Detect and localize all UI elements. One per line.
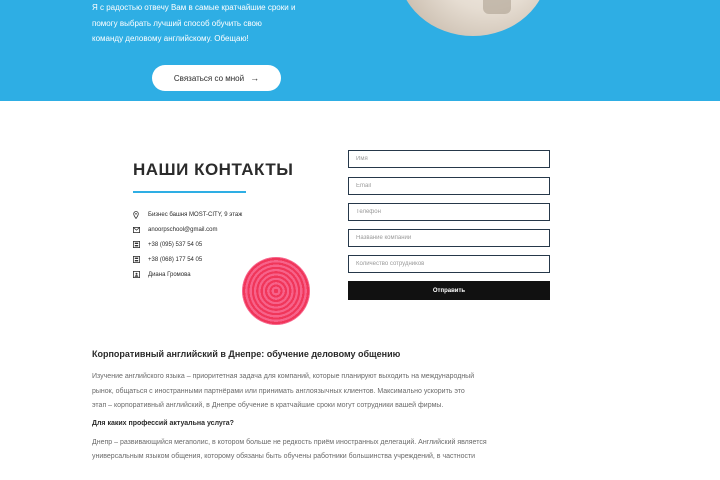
contact-phone[interactable] [133, 237, 242, 252]
contact-text: +38 (095) 537 54 05 [148, 241, 203, 248]
article-section [92, 349, 612, 465]
company-input[interactable] [348, 229, 550, 247]
contact-email[interactable] [133, 222, 242, 237]
hero-text-line: Я с радостью отвечу Вам в самые кратчайшие сроки и [92, 3, 296, 12]
contact-text: anoorpschool@gmail.com [148, 226, 218, 233]
contact-list [133, 207, 242, 282]
envelope-icon [133, 227, 148, 233]
hero-photo [398, 0, 548, 36]
arrow-right-icon: → [250, 73, 260, 83]
hero-section [0, 0, 720, 101]
contact-text: +38 (068) 177 54 05 [148, 256, 203, 263]
contacts-title: НАШИ КОНТАКТЫ [133, 160, 294, 179]
user-icon [133, 271, 148, 278]
article-paragraph [92, 436, 612, 465]
employees-input[interactable] [348, 255, 550, 273]
article-paragraph [92, 370, 612, 414]
paragraph-line: Изучение английского языка – приоритетная задача для компаний, которые планируют выходить на международный [92, 373, 475, 380]
paragraph-line: универсальным языком общения, которому обязаны быть обучены работники большинства учреждений, в частности [92, 453, 476, 460]
paragraph-line: рынок, общаться с иностранными партнёрами или принимать англоязычных клиентов. Максимально ускорить это [92, 387, 465, 395]
hero-text-line: помогу выбрать лучший способ обучить свою [92, 18, 262, 28]
name-input[interactable] [348, 150, 550, 168]
phone-icon [133, 256, 148, 263]
title-underline [133, 191, 246, 193]
email-input[interactable] [348, 177, 550, 195]
hero-text-line: команду деловому английскому. Обещаю! [92, 34, 249, 43]
contact-text: Диана Громова [148, 271, 191, 278]
phone-icon [133, 241, 148, 248]
decorative-circle [242, 257, 310, 325]
hero-text [92, 0, 352, 47]
paragraph-line: этап – корпоративный английский, в Днепре обучение в кратчайшие сроки могут сотрудники вашей фирмы. [92, 402, 444, 409]
contact-text: Бизнес башня MOST-CITY, 9 этаж [148, 211, 243, 218]
location-pin-icon [133, 211, 148, 219]
contact-me-label: Связаться со мной [173, 73, 245, 83]
contact-me-button[interactable] [152, 65, 281, 91]
contact-person [133, 267, 242, 282]
contact-phone[interactable] [133, 252, 242, 267]
article-subtitle: Для каких профессий актуальна услуга? [92, 419, 234, 427]
contact-address [133, 207, 242, 222]
article-title: Корпоративный английский в Днепре: обучение деловому общению [92, 349, 401, 359]
phone-input[interactable] [348, 203, 550, 221]
paragraph-line: Днепр – развивающийся мегаполис, в котором больше не редкость приём иностранных делегаций. Английский является [92, 438, 487, 446]
submit-button[interactable]: Отправить [348, 281, 550, 300]
